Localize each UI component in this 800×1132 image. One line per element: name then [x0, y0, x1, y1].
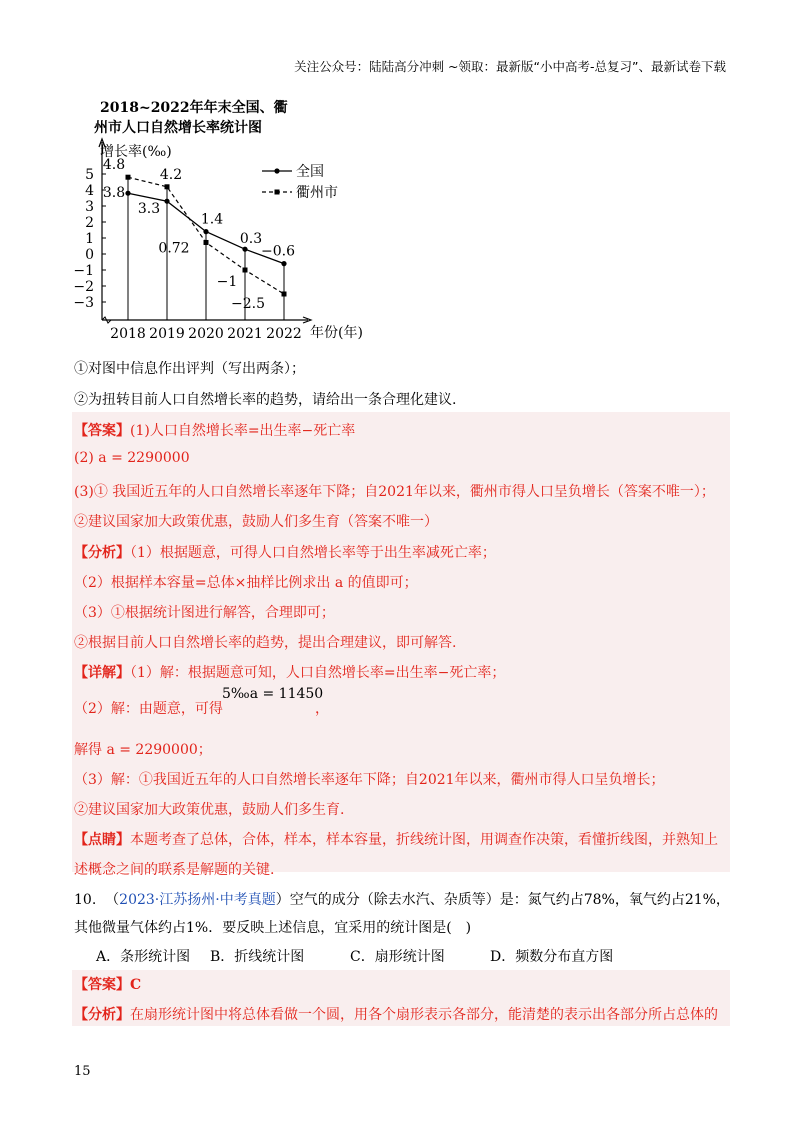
detail-comma: ， [315, 701, 329, 717]
question-part-1: ①对图中信息作出评判（写出两条）； [74, 361, 305, 377]
answer-tag: 【答案】 [74, 423, 130, 439]
page-header: 关注公众号：陆陆高分冲刺 ~领取：最新版“小中高考-总复习”、最新试卷下载 [294, 59, 726, 74]
source-open: （ [105, 892, 120, 908]
analysis-tag: 【分析】 [74, 545, 130, 561]
question-10-source: 2023·江苏扬州·中考真题 [119, 892, 276, 908]
q10-answer: C [130, 977, 142, 993]
x-tick-label: 2019 [149, 326, 185, 342]
national-data-label: 0.3 [239, 231, 263, 248]
y-tick-label: 4 [85, 183, 94, 199]
national-point [242, 247, 247, 252]
legend-quzhou-label: 衢州市 [296, 185, 338, 201]
quzhou-point [126, 175, 131, 180]
detail-line-2a: （2）解：由题意，可得 [74, 701, 223, 717]
national-data-label: 3.3 [137, 201, 161, 218]
chart-title-line1: 2018~2022年年末全国、衢 [100, 100, 288, 116]
q10-answer-line [74, 974, 141, 994]
y-tick-label: 3 [85, 199, 94, 215]
quzhou-data-label: 4.8 [102, 157, 126, 174]
legend-quzhou-marker [275, 190, 280, 195]
chart-title-line2: 州市人口自然增长率统计图 [94, 120, 262, 136]
note-line-2: 述概念之间的联系是解题的关键. [74, 862, 275, 878]
quzhou-data-label: 0.72 [158, 240, 190, 257]
answer-line-1 [74, 420, 355, 440]
question-10-line-1 [74, 889, 730, 909]
analysis-1: （1）根据题意，可得人口自然增长率等于出生率减死亡率； [130, 545, 496, 561]
answer-line-4: ②建议国家加大政策优惠，鼓励人们多生育（答案不唯一） [74, 514, 438, 530]
y-tick-label: 5 [85, 167, 94, 183]
option-a: A．条形统计图 [96, 949, 191, 965]
quzhou-data-label: −1 [216, 274, 238, 290]
analysis-line-1 [74, 542, 496, 562]
analysis-line-3: （3）①根据统计图进行解答，合理即可； [74, 605, 335, 621]
question-10-number: 10. [74, 892, 97, 908]
analysis-line-4: ②根据目前人口自然增长率的趋势，提出合理建议，即可解答. [74, 635, 457, 651]
q10-analysis-tag: 【分析】 [74, 1007, 130, 1023]
chart-xlabel: 年份(年) [310, 325, 363, 341]
legend-national-label: 全国 [296, 164, 324, 180]
y-tick-label: 2 [85, 215, 94, 231]
detail-line-4: （3）解：①我国近五年的人口自然增长率逐年下降；自2021年以来，衢州市得人口呈负增长； [74, 772, 665, 788]
population-growth-chart [60, 94, 400, 344]
national-data-label: −0.6 [261, 243, 295, 260]
x-tick-label: 2021 [227, 326, 263, 342]
national-point [125, 191, 130, 196]
chart-ylabel: 增长率(‰) [100, 144, 172, 160]
question-part-2: ②为扭转目前人口自然增长率的趋势，请给出一条合理化建议. [74, 392, 457, 408]
x-tick-label: 2020 [188, 326, 224, 342]
q10-analysis-line [74, 1004, 718, 1024]
option-b: B．折线统计图 [210, 949, 305, 965]
detail-1: （1）解：根据题意可知，人口自然增长率=出生率−死亡率； [130, 665, 506, 681]
analysis-line-2: （2）根据样本容量=总体×抽样比例求出 a 的值即可； [74, 575, 418, 591]
note-1: 本题考查了总体，合体，样本，样本容量，折线统计图，用调查作决策，看懂折线图，并熟知上 [130, 832, 718, 848]
detail-line-3: 解得 a = 2290000； [74, 742, 212, 758]
quzhou-point [282, 292, 287, 297]
q10-answer-tag: 【答案】 [74, 977, 130, 993]
quzhou-point [204, 240, 209, 245]
answer-line-3: (3)① 我国近五年的人口自然增长率逐年下降；自2021年以来，衢州市得人口呈负增长（答案不唯一）； [74, 484, 715, 500]
question-10-text-1: 空气的成分（除去水汽、杂质等）是：氮气约占78%，氧气约占21%， [289, 892, 730, 908]
y-tick-label: 1 [85, 231, 94, 247]
national-point [164, 199, 169, 204]
y-tick-label: −2 [73, 279, 94, 295]
option-d: D．频数分布直方图 [490, 949, 614, 965]
y-tick-label: −3 [73, 295, 94, 311]
note-line-1 [74, 829, 718, 849]
x-tick-label: 2018 [110, 326, 146, 342]
national-data-label: 3.8 [102, 185, 126, 202]
answer-1: (1)人口自然增长率=出生率−死亡率 [130, 423, 356, 439]
legend-national-marker [274, 168, 279, 173]
detail-equation: 5‰a = 11450 [222, 686, 324, 702]
x-tick-label: 2022 [266, 326, 302, 342]
source-close: ） [275, 892, 290, 908]
question-10-line-2: 其他微量气体约占1%．要反映上述信息，宜采用的统计图是( ) [74, 920, 472, 936]
quzhou-data-label: 4.2 [159, 166, 183, 183]
detail-tag: 【详解】 [74, 665, 130, 681]
q10-analysis: 在扇形统计图中将总体看做一个圆，用各个扇形表示各部分，能清楚的表示出各部分所占总体的 [130, 1007, 718, 1023]
detail-line-1 [74, 662, 505, 682]
national-point [203, 229, 208, 234]
option-c: C．扇形统计图 [350, 949, 445, 965]
national-point [281, 261, 286, 266]
quzhou-point [165, 184, 170, 189]
answer-line-2: (2) a = 2290000 [74, 450, 190, 466]
detail-line-5: ②建议国家加大政策优惠，鼓励人们多生育. [74, 802, 345, 818]
y-tick-label: −1 [73, 263, 94, 279]
national-data-label: 1.4 [200, 211, 224, 228]
note-tag: 【点睛】 [74, 832, 130, 848]
quzhou-point [243, 268, 248, 273]
page-number: 15 [74, 1064, 91, 1079]
quzhou-data-label: −2.5 [231, 296, 265, 312]
y-tick-label: 0 [85, 247, 94, 263]
